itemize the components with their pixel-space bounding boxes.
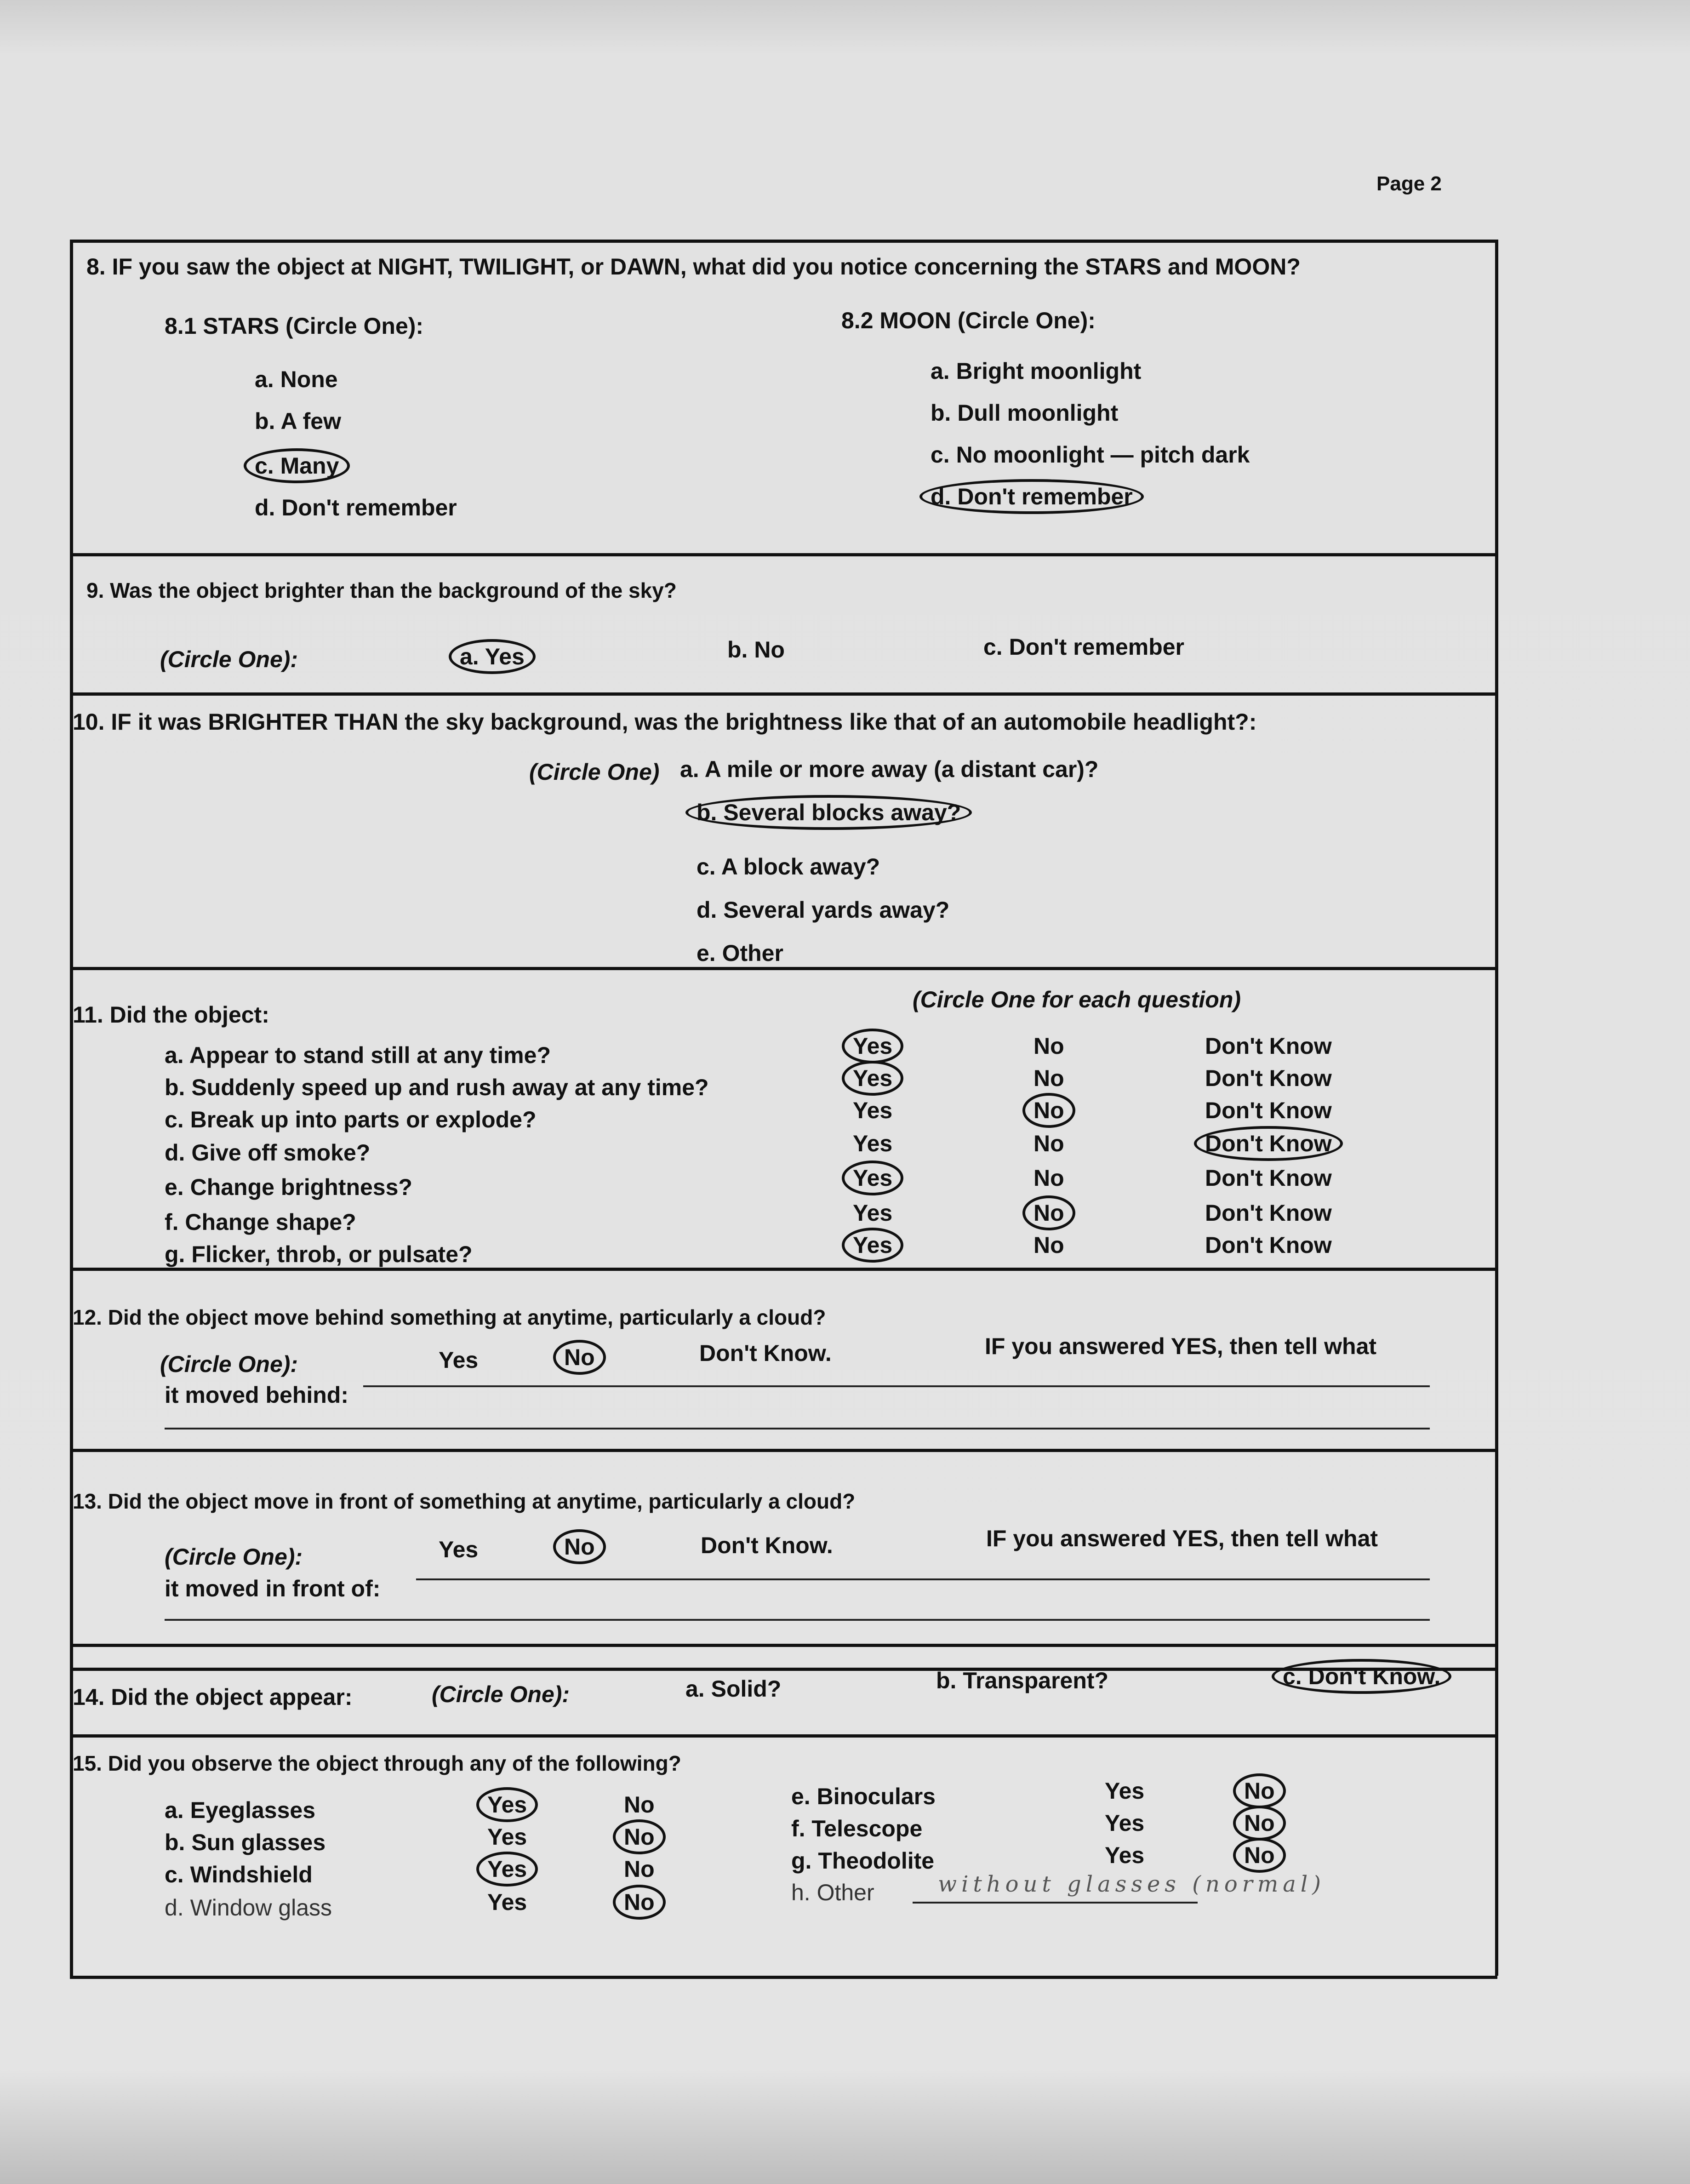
q15-no[interactable]: No xyxy=(624,1856,655,1882)
q15-other-handwritten[interactable]: without glasses (normal) xyxy=(938,1871,1325,1897)
q15-yes[interactable]: Yes xyxy=(476,1852,538,1887)
divider xyxy=(70,1734,1497,1738)
q10-instruction: (Circle One) xyxy=(529,759,660,785)
q11-row-label: c. Break up into parts or explode? xyxy=(165,1107,537,1132)
page-number: Page 2 xyxy=(1376,172,1442,195)
q11-choice-no[interactable]: No xyxy=(1033,1131,1064,1156)
moon-option[interactable]: c. No moonlight — pitch dark xyxy=(931,442,1250,468)
q11-row-label: b. Suddenly speed up and rush away at any time? xyxy=(165,1075,709,1100)
q12-no[interactable]: No xyxy=(553,1340,606,1375)
stars-option[interactable]: d. Don't remember xyxy=(255,495,457,520)
q9-option[interactable]: a. Yes xyxy=(449,639,536,674)
q15-yes[interactable]: Yes xyxy=(1105,1778,1145,1804)
divider xyxy=(70,1449,1497,1452)
q11-choice-don-t-know[interactable]: Don't Know xyxy=(1205,1098,1332,1123)
q10-option[interactable]: b. Several blocks away? xyxy=(685,795,972,830)
q8-question: 8. IF you saw the object at NIGHT, TWILIGHT, or DAWN, what did you notice concerning the STARS and MOON? xyxy=(86,254,1301,280)
q15-item-label: b. Sun glasses xyxy=(165,1830,326,1855)
q14-instruction: (Circle One): xyxy=(432,1681,570,1707)
divider xyxy=(70,967,1497,970)
q15-yes[interactable]: Yes xyxy=(476,1787,538,1822)
q13-yes[interactable]: Yes xyxy=(439,1537,479,1562)
q12-yes[interactable]: Yes xyxy=(439,1347,479,1373)
q12-followup: IF you answered YES, then tell what xyxy=(985,1333,1377,1359)
q12-answer-line[interactable] xyxy=(363,1385,1430,1387)
q11-instruction: (Circle One for each question) xyxy=(913,987,1241,1012)
q15-question: 15. Did you observe the object through any of the following? xyxy=(73,1751,681,1775)
q9-option[interactable]: c. Don't remember xyxy=(983,634,1185,660)
moon-option[interactable]: b. Dull moonlight xyxy=(931,400,1119,426)
q13-followup: IF you answered YES, then tell what xyxy=(986,1526,1378,1551)
q10-option[interactable]: c. A block away? xyxy=(697,854,880,880)
q15-no[interactable]: No xyxy=(613,1885,666,1920)
q15-no[interactable]: No xyxy=(624,1792,655,1818)
divider xyxy=(70,1644,1497,1647)
q15-item-label: e. Binoculars xyxy=(791,1784,936,1809)
q11-choice-don-t-know[interactable]: Don't Know xyxy=(1194,1126,1343,1161)
q15-item-label: a. Eyeglasses xyxy=(165,1797,316,1823)
stars-option[interactable]: c. Many xyxy=(244,448,350,483)
q13-no[interactable]: No xyxy=(553,1529,606,1564)
q11-row-label: f. Change shape? xyxy=(165,1209,356,1235)
q11-choice-no[interactable]: No xyxy=(1022,1093,1075,1128)
q14-question: 14. Did the object appear: xyxy=(73,1684,353,1710)
q11-choice-yes[interactable]: Yes xyxy=(842,1061,903,1096)
q15-item-label: f. Telescope xyxy=(791,1816,923,1841)
q10-option[interactable]: d. Several yards away? xyxy=(697,897,950,923)
q15-yes[interactable]: Yes xyxy=(1105,1842,1145,1868)
q12-question: 12. Did the object move behind something at anytime, particularly a cloud? xyxy=(73,1305,826,1329)
q15-no[interactable]: No xyxy=(1233,1773,1286,1808)
q11-choice-don-t-know[interactable]: Don't Know xyxy=(1205,1065,1332,1091)
q11-row-label: a. Appear to stand still at any time? xyxy=(165,1042,551,1068)
q11-choice-don-t-know[interactable]: Don't Know xyxy=(1205,1232,1332,1258)
q11-choice-yes[interactable]: Yes xyxy=(853,1098,893,1123)
q10-option[interactable]: a. A mile or more away (a distant car)? xyxy=(680,756,1099,782)
divider xyxy=(70,692,1497,696)
q10-option[interactable]: e. Other xyxy=(697,940,783,966)
q11-choice-don-t-know[interactable]: Don't Know xyxy=(1205,1033,1332,1059)
q14-option[interactable]: b. Transparent? xyxy=(936,1668,1109,1693)
q15-other-label: h. Other xyxy=(791,1880,874,1905)
q11-row-label: g. Flicker, throb, or pulsate? xyxy=(165,1241,473,1267)
q13-question: 13. Did the object move in front of something at anytime, particularly a cloud? xyxy=(73,1489,856,1513)
q9-question: 9. Was the object brighter than the background of the sky? xyxy=(86,578,677,602)
q15-yes[interactable]: Yes xyxy=(1105,1810,1145,1836)
q13-followup-label: it moved in front of: xyxy=(165,1576,381,1601)
divider xyxy=(70,553,1497,556)
q15-item-label: c. Windshield xyxy=(165,1862,313,1887)
q13-instruction: (Circle One): xyxy=(165,1544,303,1570)
q12-answer-line-2[interactable] xyxy=(165,1428,1430,1429)
q11-choice-no[interactable]: No xyxy=(1033,1165,1064,1191)
q15-no[interactable]: No xyxy=(1233,1838,1286,1873)
divider xyxy=(70,1268,1497,1271)
moon-option[interactable]: d. Don't remember xyxy=(919,479,1144,514)
q11-choice-no[interactable]: No xyxy=(1033,1232,1064,1258)
q11-choice-don-t-know[interactable]: Don't Know xyxy=(1205,1200,1332,1226)
q15-other-line[interactable] xyxy=(913,1902,1198,1904)
q11-choice-don-t-know[interactable]: Don't Know xyxy=(1205,1165,1332,1191)
q15-no[interactable]: No xyxy=(613,1819,666,1854)
q13-answer-line[interactable] xyxy=(416,1578,1430,1580)
q10-question: 10. IF it was BRIGHTER THAN the sky background, was the brightness like that of an automobile headlight?: xyxy=(73,709,1257,735)
q11-choice-yes[interactable]: Yes xyxy=(842,1161,903,1195)
q11-choice-yes[interactable]: Yes xyxy=(853,1131,893,1156)
moon-option[interactable]: a. Bright moonlight xyxy=(931,358,1142,384)
q8-moon-heading: 8.2 MOON (Circle One): xyxy=(841,308,1096,333)
q11-question: 11. Did the object: xyxy=(73,1002,269,1028)
q12-followup-label: it moved behind: xyxy=(165,1382,348,1408)
q15-yes[interactable]: Yes xyxy=(487,1824,527,1850)
stars-option[interactable]: b. A few xyxy=(255,408,341,434)
q14-option[interactable]: a. Solid? xyxy=(685,1676,782,1702)
q11-row-label: e. Change brightness? xyxy=(165,1174,412,1200)
form-border-top xyxy=(70,240,1497,243)
form-border-right xyxy=(1495,240,1498,1976)
q15-no[interactable]: No xyxy=(1233,1806,1286,1841)
q9-instruction: (Circle One): xyxy=(160,646,298,672)
q11-choice-yes[interactable]: Yes xyxy=(853,1200,893,1226)
q12-instruction: (Circle One): xyxy=(160,1351,298,1377)
q15-item-label: d. Window glass xyxy=(165,1895,332,1921)
q13-dont-know[interactable]: Don't Know. xyxy=(701,1532,833,1558)
q11-choice-yes[interactable]: Yes xyxy=(842,1228,903,1263)
q9-option[interactable]: b. No xyxy=(727,637,785,663)
form-border-left xyxy=(70,240,73,1976)
q12-dont-know[interactable]: Don't Know. xyxy=(699,1340,832,1366)
q11-choice-no[interactable]: No xyxy=(1022,1195,1075,1230)
q13-answer-line-2[interactable] xyxy=(165,1619,1430,1621)
q11-choice-no[interactable]: No xyxy=(1033,1033,1064,1059)
q11-row-label: d. Give off smoke? xyxy=(165,1140,371,1166)
q15-item-label: g. Theodolite xyxy=(791,1848,935,1874)
form-border-bottom xyxy=(70,1976,1497,1979)
q14-option[interactable]: c. Don't Know. xyxy=(1272,1659,1451,1694)
q11-choice-yes[interactable]: Yes xyxy=(842,1029,903,1063)
q15-yes[interactable]: Yes xyxy=(487,1889,527,1915)
stars-option[interactable]: a. None xyxy=(255,366,338,392)
q11-choice-no[interactable]: No xyxy=(1033,1065,1064,1091)
q8-stars-heading: 8.1 STARS (Circle One): xyxy=(165,313,424,339)
